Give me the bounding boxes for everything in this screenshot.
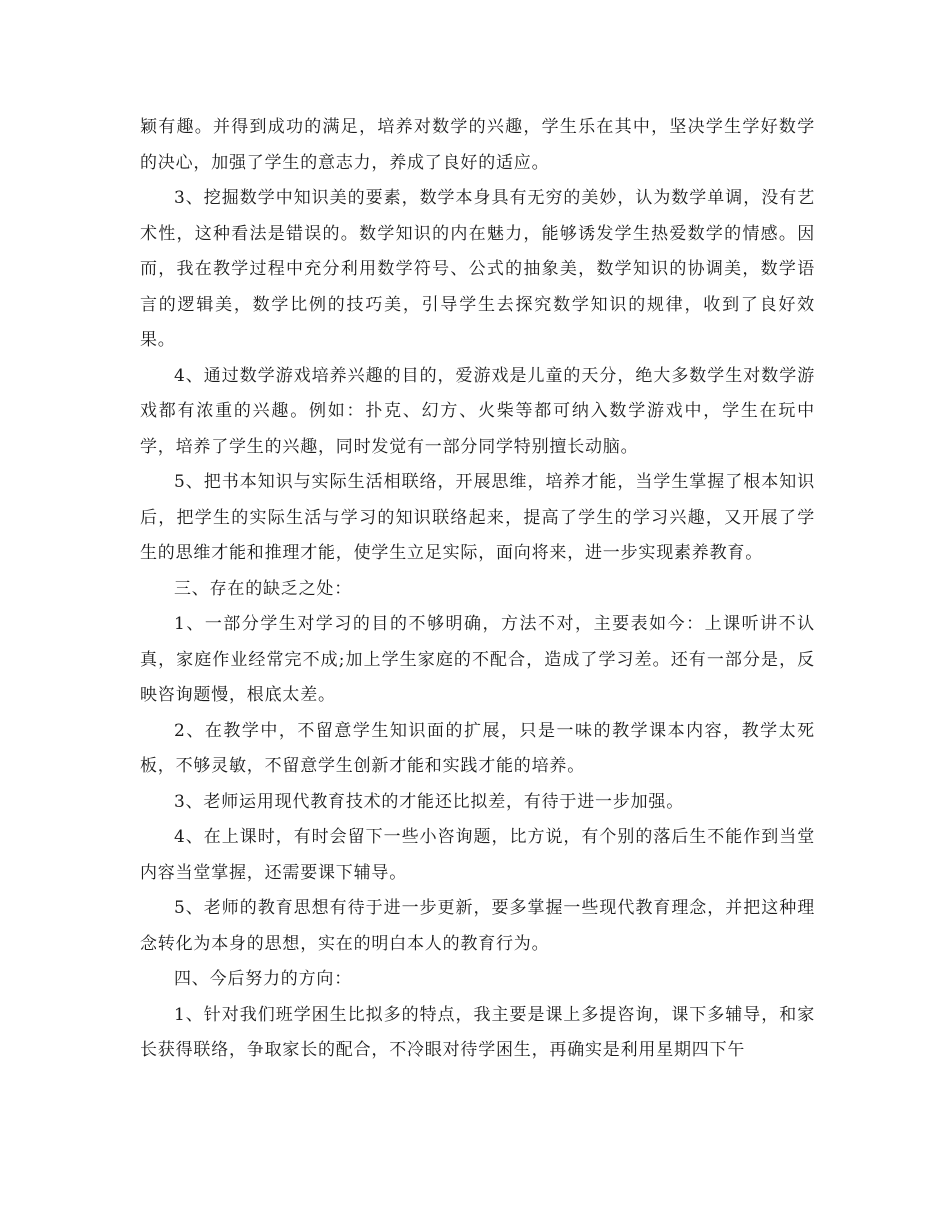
paragraph-point-4-games: 4、通过数学游戏培养兴趣的目的，爱游戏是儿童的天分，绝大多数学生对数学游戏都有浓重的兴趣。例如：扑克、幻方、火柴等都可纳入数学游戏中，学生在玩中学，培养了学生的兴趣，同时发觉有一部分同学特别擅长动脑。 <box>140 365 815 457</box>
document-body <box>140 110 815 1069</box>
section-heading-future: 四、今后努力的方向： <box>174 969 352 989</box>
paragraph-shortcoming-1: 1、一部分学生对学习的目的不够明确，方法不对，主要表如今：上课听讲不认真，家庭作业经常完不成;加上学生家庭的不配合，造成了学习差。还有一部分是，反映咨询题慢，根底太差。 <box>140 614 815 705</box>
paragraph-future-1: 1、针对我们班学困生比拟多的特点，我主要是课上多提咨询，课下多辅导，和家长获得联络，争取家长的配合，不冷眼对待学困生，再确实是利用星期四下午 <box>140 1004 815 1060</box>
paragraph-point-3-beauty: 3、挖掘数学中知识美的要素，数学本身具有无穷的美妙，认为数学单调，没有艺术性，这种看法是错误的。数学知识的内在魅力，能够诱发学生热爱数学的情感。因而，我在教学过程中充分利用数学符号、公式的抽象美，数学知识的协调美，数学语言的逻辑美，数学比例的技巧美，引导学生去探究数学知识的规律，收到了良好效果。 <box>140 188 815 350</box>
paragraph-continuation: 颖有趣。并得到成功的满足，培养对数学的兴趣，学生乐在其中，坚决学生学好数学的决心，加强了学生的意志力，养成了良好的适应。 <box>140 117 815 173</box>
paragraph-shortcoming-4: 4、在上课时，有时会留下一些小咨询题，比方说，有个别的落后生不能作到当堂内容当堂掌握，还需要课下辅导。 <box>140 827 815 883</box>
section-heading-shortcomings: 三、存在的缺乏之处： <box>174 578 352 599</box>
paragraph-shortcoming-3: 3、老师运用现代教育技术的才能还比拟差，有待于进一步加强。 <box>174 791 685 812</box>
paragraph-shortcoming-5: 5、老师的教育思想有待于进一步更新，要多掌握一些现代教育理念，并把这种理念转化为本身的思想，实在的明白本人的教育行为。 <box>140 898 815 954</box>
paragraph-shortcoming-2: 2、在教学中，不留意学生知识面的扩展，只是一味的教学课本内容，教学太死板，不够灵敏，不留意学生创新才能和实践才能的培养。 <box>140 720 815 776</box>
paragraph-point-5-life: 5、把书本知识与实际生活相联络，开展思维，培养才能，当学生掌握了根本知识后，把学生的实际生活与学习的知识联络起来，提高了学生的学习兴趣，又开展了学生的思维才能和推理才能，使学生立足实际，面向将来，进一步实现素养教育。 <box>140 472 815 563</box>
